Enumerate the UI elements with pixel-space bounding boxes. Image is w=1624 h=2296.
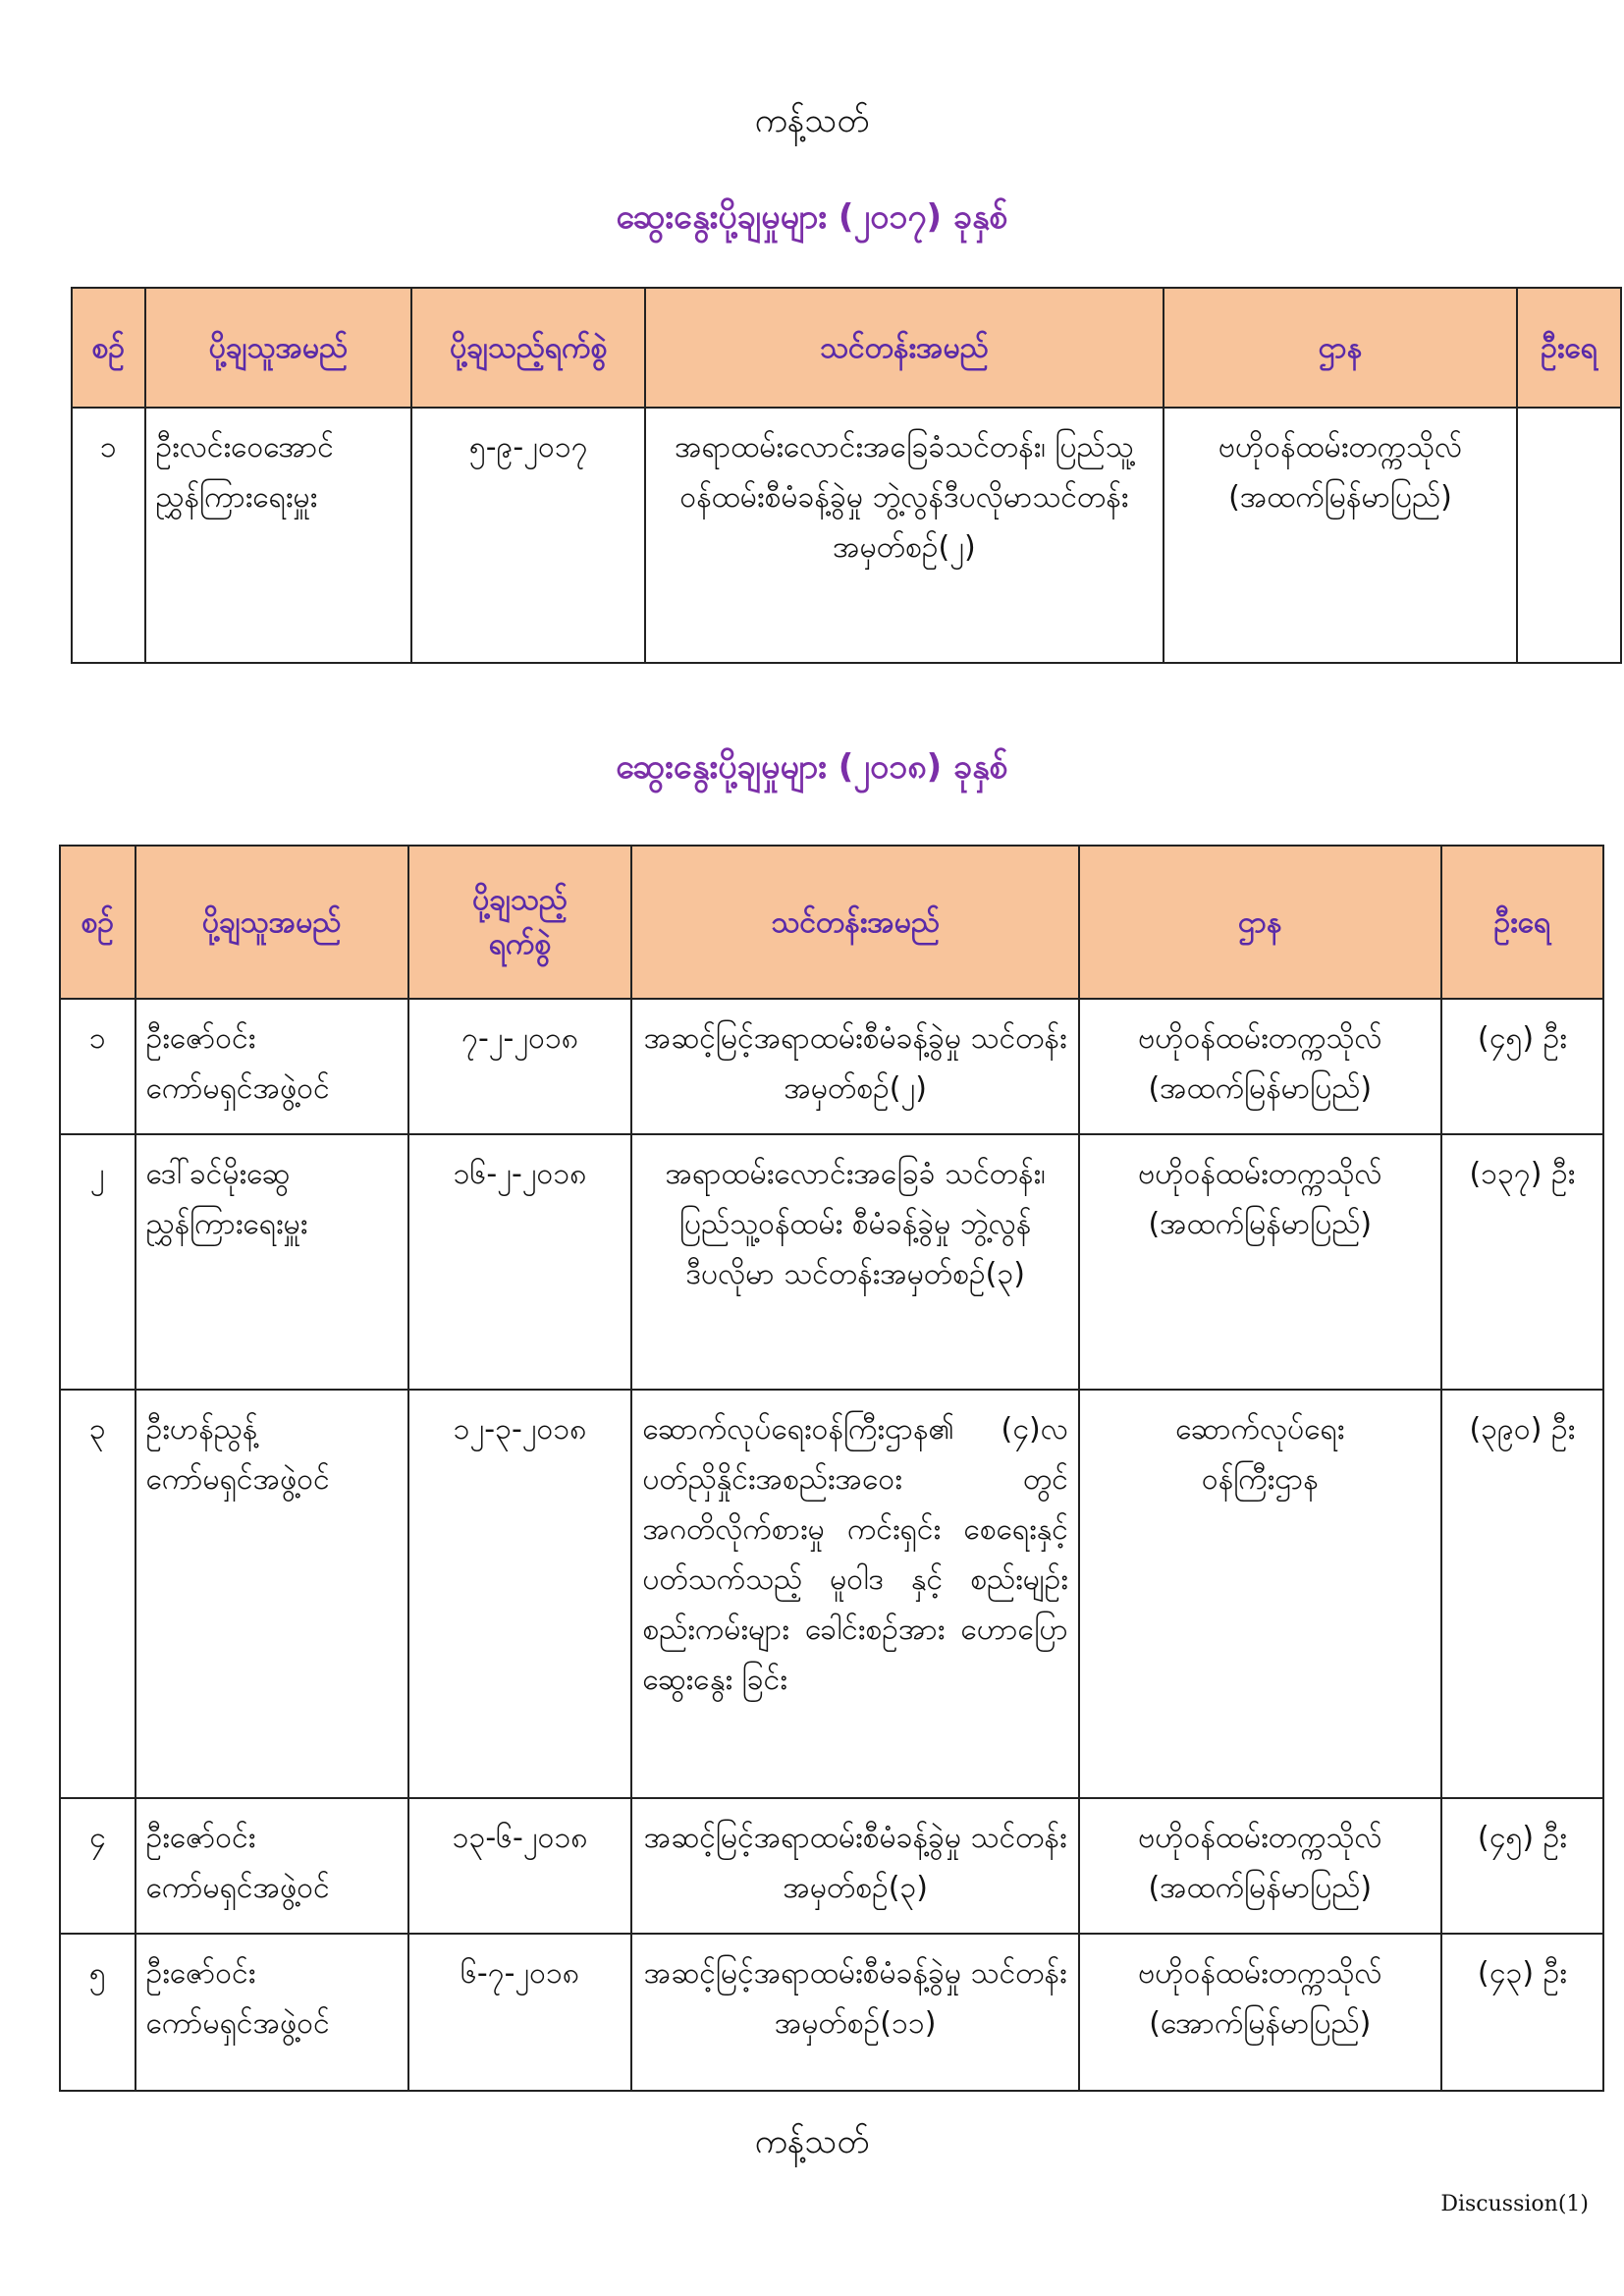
cell-course: ဆောက်လုပ်ရေးဝန်ကြီးဌာန၏ (၄)လပတ်ညှိနှိုင်းအစည်းအဝေး တွင်အဂတိလိုက်စားမှု ကင်းရှင်း စေရေးနှင့်ပတ်သက်သည့် မူဝါဒ နှင့် စည်းမျဉ်း စည်းကမ်းများ ခေါင်းစဉ်အား ဟောပြောဆွေးနွေး ခြင်း: [631, 1390, 1078, 1798]
cell-course: အရာထမ်းလောင်းအခြေခံ သင်တန်း၊ ပြည်သူ့ဝန်ထမ်း စီမံခန့်ခွဲမှု ဘွဲ့လွန်ဒီပလိုမာ သင်တန်းအမှတ်စဉ်(၃): [631, 1134, 1078, 1390]
cell-date: ၁၆-၂-၂၀၁၈: [408, 1134, 632, 1390]
cell-date: ၇-၂-၂၀၁၈: [408, 999, 632, 1134]
header-department: ဌာန: [1164, 288, 1518, 408]
table-header-row: [60, 846, 1603, 999]
cell-count: [1517, 408, 1621, 663]
cell-department: ဗဟိုဝန်ထမ်းတက္ကသိုလ် (အထက်မြန်မာပြည်): [1164, 408, 1518, 663]
cell-count: (၄၅) ဦး: [1441, 999, 1603, 1134]
lectures-table-2018: [59, 845, 1604, 2092]
header-lecturer: ပို့ချသူအမည်: [145, 288, 412, 408]
table-row: [72, 408, 1621, 663]
cell-date: ၁၂-၃-၂၀၁၈: [408, 1390, 632, 1798]
header-lecturer: ပို့ချသူအမည်: [135, 846, 408, 999]
header-date: ပို့ချသည့်ရက်စွဲ: [411, 288, 645, 408]
classification-label-bottom: ကန့်သတ်: [754, 2122, 870, 2161]
lectures-table-2017: [71, 287, 1622, 664]
table-row: [60, 1798, 1603, 1934]
cell-lecturer: ဦးလင်းဝေအောင် ညွှန်ကြားရေးမှူး: [145, 408, 412, 663]
cell-count: (၃၉၀) ဦး: [1441, 1390, 1603, 1798]
cell-no: ၂: [60, 1134, 135, 1390]
cell-course: အရာထမ်းလောင်းအခြေခံသင်တန်း၊ ပြည်သူ့ ဝန်ထမ်းစီမံခန့်ခွဲမှု ဘွဲ့လွန်ဒီပလိုမာသင်တန်း အမှတ်စဉ်(၂): [645, 408, 1164, 663]
cell-date: ၅-၉-၂၀၁၇: [411, 408, 645, 663]
cell-count: (၄၃) ဦး: [1441, 1934, 1603, 2091]
cell-department: ဗဟိုဝန်ထမ်းတက္ကသိုလ် (အထက်မြန်မာပြည်): [1079, 1798, 1441, 1934]
cell-lecturer: ဦးဟန်ညွန့် ကော်မရှင်အဖွဲ့ဝင်: [135, 1390, 408, 1798]
header-count: ဦးရေ: [1517, 288, 1621, 408]
cell-course: အဆင့်မြင့်အရာထမ်းစီမံခန့်ခွဲမှု သင်တန်းအမှတ်စဉ်(၁၁): [631, 1934, 1078, 2091]
footer-note: Discussion(1): [1440, 2192, 1589, 2216]
table-row: [60, 1134, 1603, 1390]
cell-count: (၄၅) ဦး: [1441, 1798, 1603, 1934]
header-count: ဦးရေ: [1441, 846, 1603, 999]
cell-course: အဆင့်မြင့်အရာထမ်းစီမံခန့်ခွဲမှု သင်တန်းအမှတ်စဉ်(၂): [631, 999, 1078, 1134]
table-row: [60, 1934, 1603, 2091]
cell-lecturer: ဦးဇော်ဝင်း ကော်မရှင်အဖွဲ့ဝင်: [135, 1798, 408, 1934]
section-title-2017: ဆွေးနွေးပို့ချမှုများ (၂၀၁၇) ခုနှစ်: [616, 197, 1008, 237]
cell-lecturer: ဦးဇော်ဝင်း ကော်မရှင်အဖွဲ့ဝင်: [135, 999, 408, 1134]
cell-department: ဗဟိုဝန်ထမ်းတက္ကသိုလ် (အထက်မြန်မာပြည်): [1079, 1134, 1441, 1390]
header-course: သင်တန်းအမည်: [631, 846, 1078, 999]
cell-date: ၁၃-၆-၂၀၁၈: [408, 1798, 632, 1934]
classification-label-top: ကန့်သတ်: [754, 101, 870, 140]
cell-count: (၁၃၇) ဦး: [1441, 1134, 1603, 1390]
header-date: ပို့ချသည့် ရက်စွဲ: [408, 846, 632, 999]
cell-lecturer: ဦးဇော်ဝင်း ကော်မရှင်အဖွဲ့ဝင်: [135, 1934, 408, 2091]
cell-department: ဗဟိုဝန်ထမ်းတက္ကသိုလ် (အောက်မြန်မာပြည်): [1079, 1934, 1441, 2091]
cell-department: ဗဟိုဝန်ထမ်းတက္ကသိုလ် (အထက်မြန်မာပြည်): [1079, 999, 1441, 1134]
cell-no: ၁: [72, 408, 145, 663]
cell-no: ၃: [60, 1390, 135, 1798]
header-no: စဉ်: [60, 846, 135, 999]
header-no: စဉ်: [72, 288, 145, 408]
cell-no: ၅: [60, 1934, 135, 2091]
table-header-row: [72, 288, 1621, 408]
section-title-2018: ဆွေးနွေးပို့ချမှုများ (၂၀၁၈) ခုနှစ်: [616, 747, 1008, 787]
cell-no: ၄: [60, 1798, 135, 1934]
header-department: ဌာန: [1079, 846, 1441, 999]
cell-lecturer: ဒေါ်ခင်မိုးဆွေ ညွှန်ကြားရေးမှူး: [135, 1134, 408, 1390]
table-row: [60, 1390, 1603, 1798]
cell-course: အဆင့်မြင့်အရာထမ်းစီမံခန့်ခွဲမှု သင်တန်းအမှတ်စဉ်(၃): [631, 1798, 1078, 1934]
cell-department: ဆောက်လုပ်ရေး ဝန်ကြီးဌာန: [1079, 1390, 1441, 1798]
cell-date: ၆-၇-၂၀၁၈: [408, 1934, 632, 2091]
table-row: [60, 999, 1603, 1134]
header-course: သင်တန်းအမည်: [645, 288, 1164, 408]
cell-no: ၁: [60, 999, 135, 1134]
